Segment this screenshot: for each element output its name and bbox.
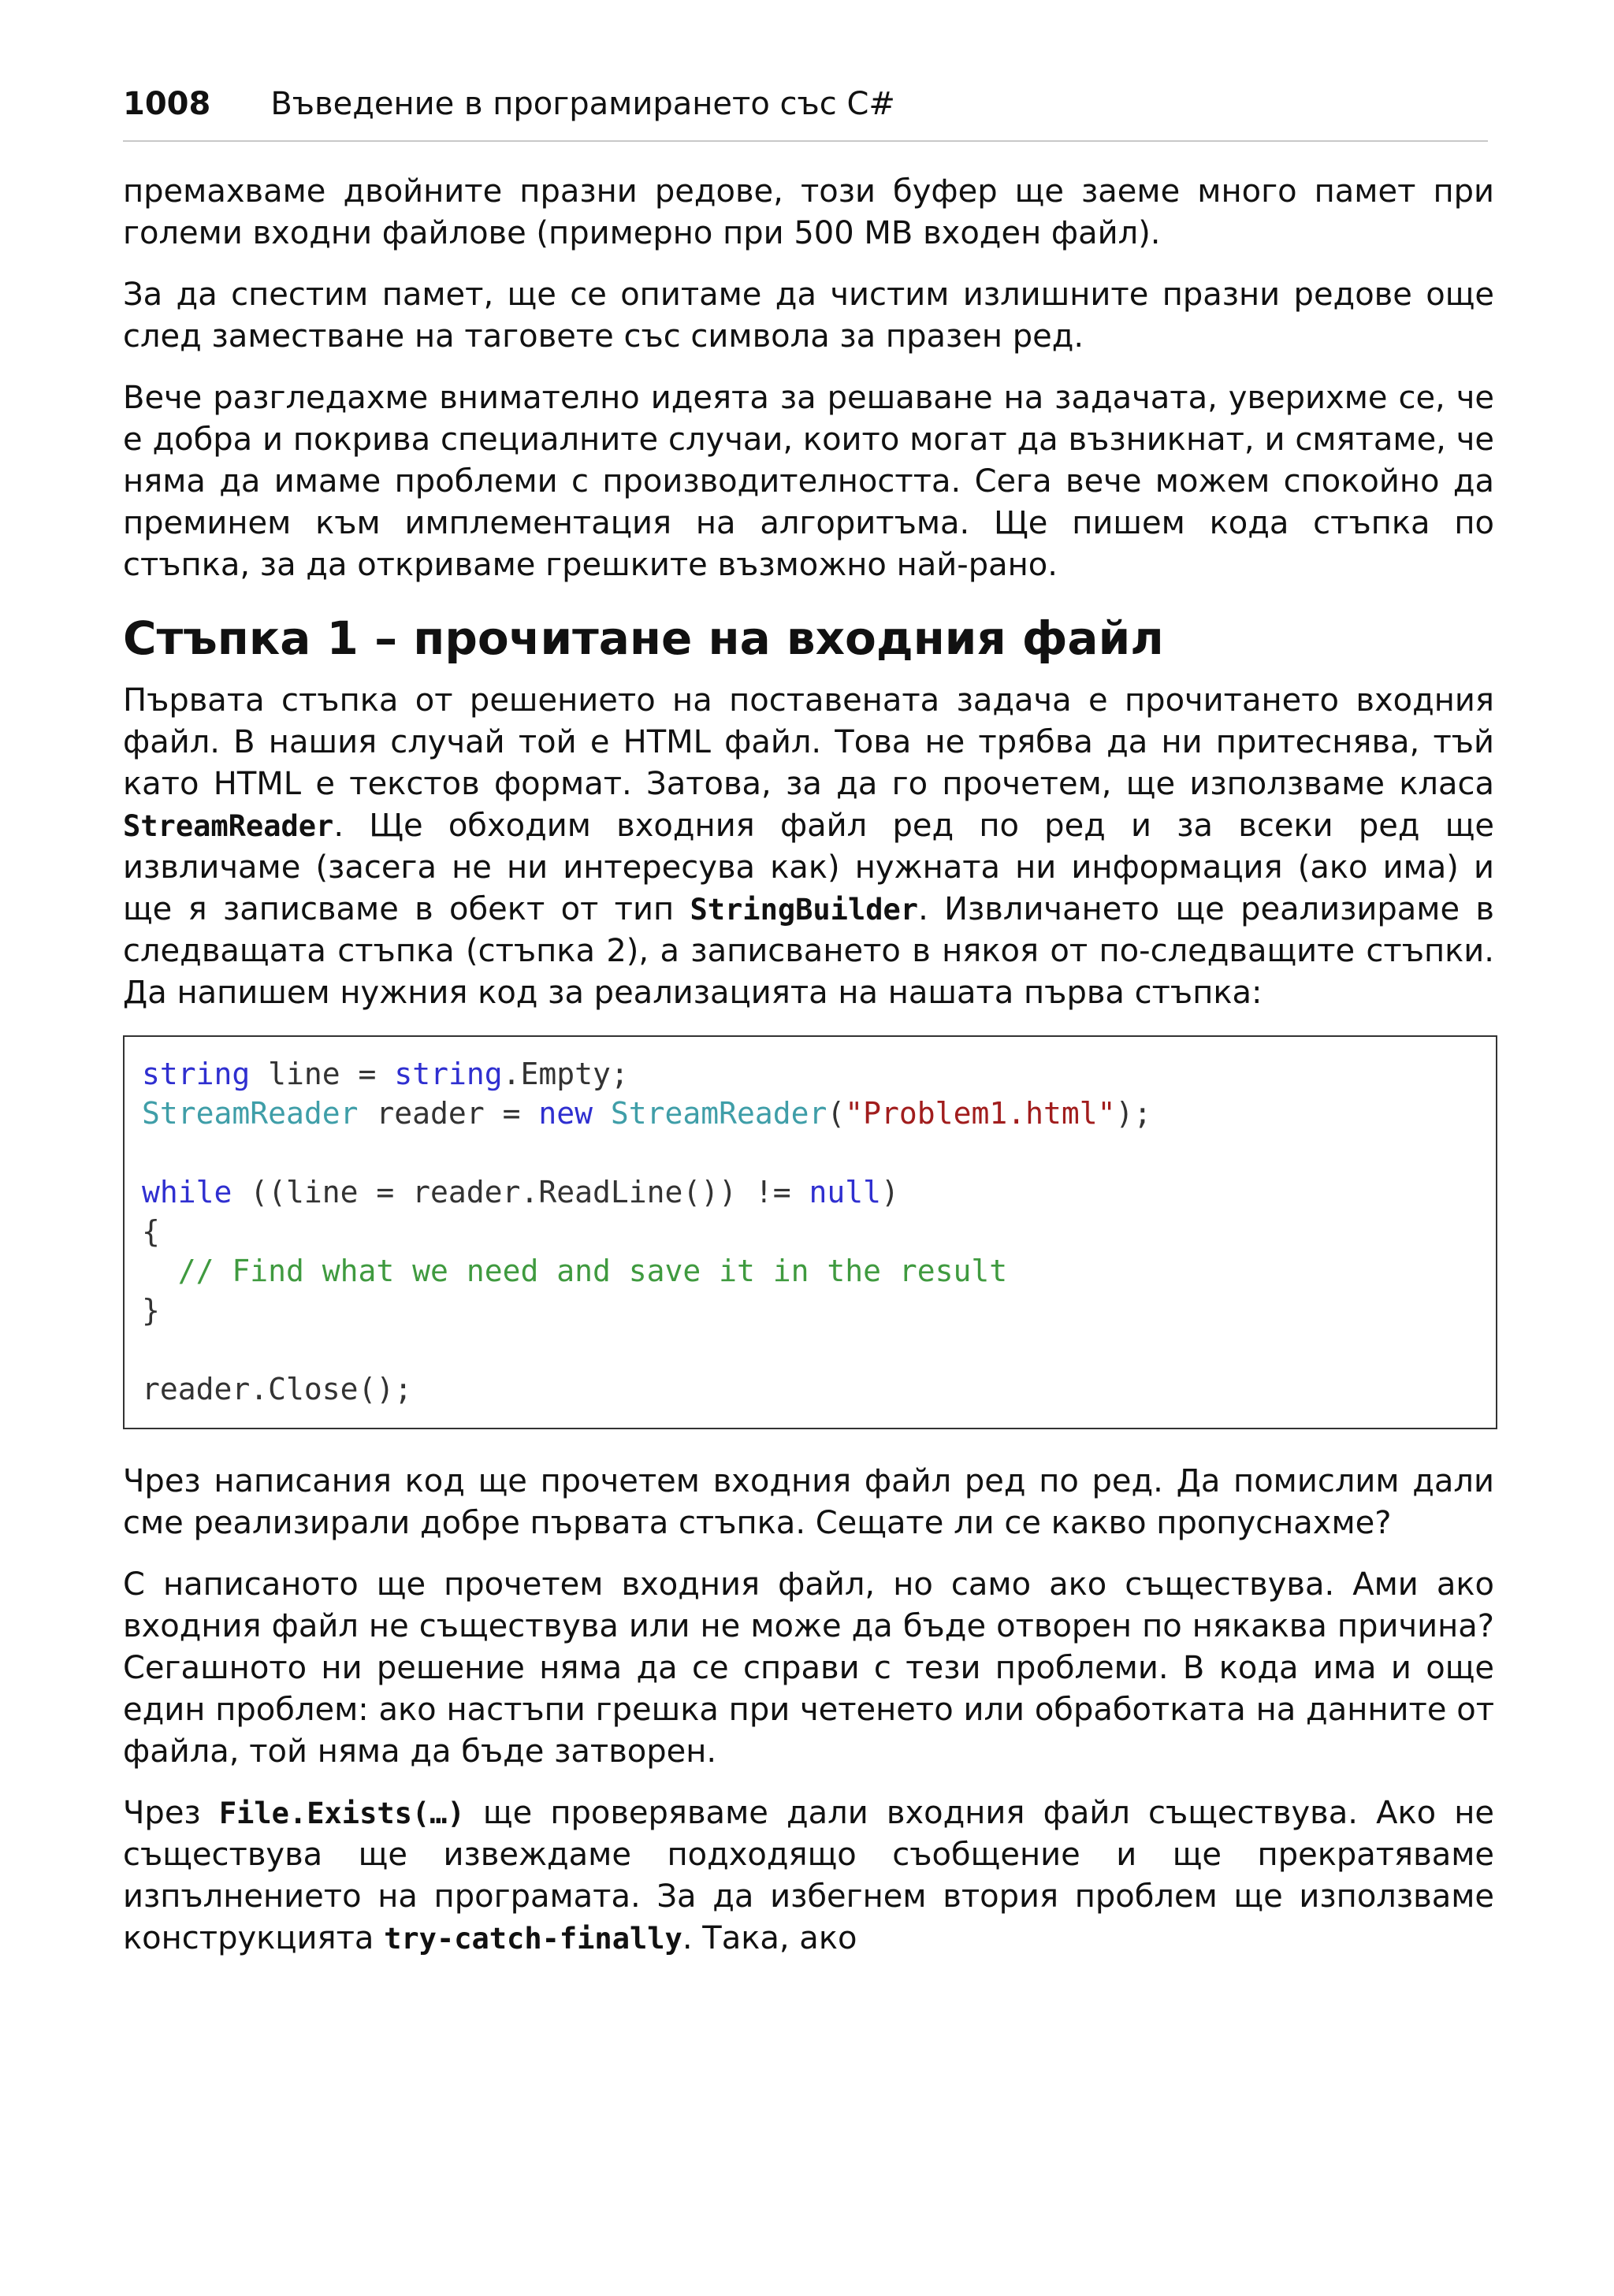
- code-type: StreamReader: [142, 1096, 359, 1131]
- inline-code-file-exists: File.Exists(…): [218, 1796, 465, 1830]
- code-listing: [123, 1035, 1497, 1429]
- paragraph-4-text-a: Първата стъпка от решението на поставената задача е прочитането входния файл. В нашия случай той е HTML файл. Това не трябва да ни притеснява, тъй като HTML е текстов формат. Затова, за да го прочетем, ще използваме класа: [123, 682, 1494, 802]
- inline-code-streamreader: StreamReader: [123, 809, 334, 843]
- paragraph-1: премахваме двойните празни редове, този буфер ще заеме много памет при големи входни файлове (примерно при 500 MB входен файл).: [123, 173, 1494, 251]
- code-keyword: while: [142, 1175, 232, 1209]
- paragraph-7-text-a: Чрез: [123, 1795, 219, 1831]
- section-heading: Стъпка 1 – прочитане на входния файл: [123, 611, 1164, 665]
- paragraph-7-text-b: ще проверяваме дали входния файл съществува. Ако не съществува ще извеждаме подходящо съобщение и ще прекратяваме изпълнението на програмата. За да избегнем втория проблем ще използваме конструкцията: [123, 1795, 1495, 1956]
- page-number: 1008: [123, 86, 211, 122]
- paragraph-4: [123, 680, 1494, 1014]
- code-text: (: [827, 1096, 846, 1131]
- code-line-5: {: [142, 1214, 160, 1249]
- running-header: [123, 82, 1488, 142]
- page-content: [123, 171, 1494, 1979]
- code-type: StreamReader: [610, 1096, 827, 1131]
- code-string: "Problem1.html": [845, 1096, 1116, 1131]
- code-text: line =: [250, 1057, 395, 1091]
- code-indent: [142, 1254, 178, 1288]
- paragraph-6: С написаното ще прочетем входния файл, но само ако съществува. Ами ако входния файл не съществува или не може да бъде отворен по някаква причина? Сегашното ни решение няма да се справи с тези проблеми. В кода има и още един проблем: ако настъпи грешка при четенето или обработката на данните от файла, той няма да бъде затворен.: [123, 1566, 1494, 1770]
- code-text: .Empty;: [502, 1057, 629, 1091]
- code-keyword: string: [142, 1057, 251, 1091]
- code-line-6: [142, 1251, 1496, 1291]
- code-line-7: }: [142, 1293, 160, 1328]
- code-keyword: new: [538, 1096, 593, 1131]
- code-keyword: null: [809, 1175, 881, 1209]
- code-text: ((line = reader.ReadLine()) !=: [232, 1175, 809, 1209]
- inline-code-try-catch-finally: try-catch-finally: [384, 1922, 682, 1956]
- paragraph-3: Вече разгледахме внимателно идеята за решаване на задачата, уверихме се, че е добра и покрива специалните случаи, които могат да възникнат, и смятаме, че няма да имаме проблеми с производителността. Сега вече можем спокойно да преминем към имплементация на алгоритъма. Ще пишем кода стъпка по стъпка, за да откриваме грешките възможно най-рано.: [123, 380, 1494, 583]
- code-text: [593, 1096, 611, 1131]
- code-line-4: [142, 1172, 1496, 1212]
- paragraph-7-text-c: . Така, ако: [682, 1920, 857, 1956]
- paragraph-2: За да спестим памет, ще се опитаме да чистим излишните празни редове още след заместване на таговете със символа за празен ред.: [123, 277, 1494, 355]
- book-title: Въведение в програмирането със C#: [270, 86, 895, 122]
- code-line-1: [142, 1054, 1496, 1094]
- code-comment: // Find what we need and save it in the result: [177, 1254, 1008, 1288]
- paragraph-4-text-b: . Ще обходим входния файл ред по ред и за всеки ред ще извличаме (засега не ни интересува как) нужната ни информация (ако има) и ще я записваме в обект от тип: [123, 808, 1494, 927]
- paragraph-7: [123, 1793, 1494, 1960]
- code-line-8: [142, 1330, 1496, 1369]
- code-keyword: string: [394, 1057, 503, 1091]
- code-line-9: reader.Close();: [142, 1372, 413, 1406]
- paragraph-4-text-c: . Извличането ще реализираме в следващата стъпка (стъпка 2), а записването в някоя от по-следващите стъпки. Да напишем нужния код за реализацията на нашата първа стъпка:: [123, 891, 1494, 1011]
- code-text: reader =: [358, 1096, 539, 1131]
- code-text: );: [1115, 1096, 1152, 1131]
- code-line-3: [142, 1133, 1496, 1172]
- code-line-2: [142, 1094, 1496, 1133]
- paragraph-5: Чрез написания код ще прочетем входния файл ред по ред. Да помислим дали сме реализирали добре първата стъпка. Сещате ли се какво пропуснахме?: [123, 1463, 1494, 1541]
- inline-code-stringbuilder: StringBuilder: [690, 893, 919, 927]
- code-text: ): [881, 1175, 899, 1209]
